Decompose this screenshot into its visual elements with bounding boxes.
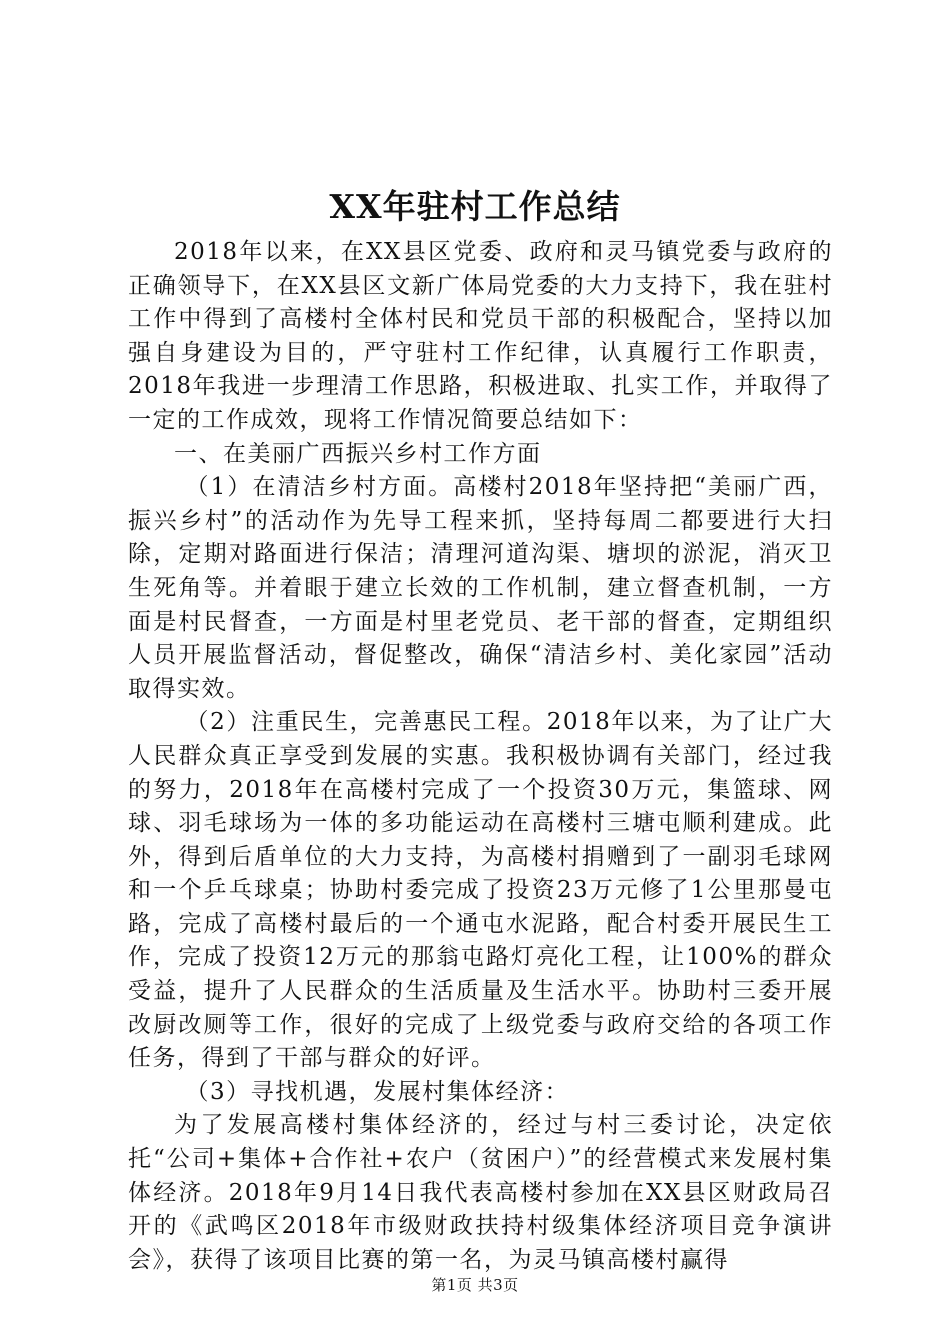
intro-paragraph: 2018年以来，在XX县区党委、政府和灵马镇党委与政府的正确领导下，在XX县区文新广体局党委的大力支持下，我在驻村工作中得到了高楼村全体村民和党员干部的积极配合，坚持以加强自身建设为目的，严守驻村工作纪律，认真履行工作职责，2018年我进一步理清工作思路，积极进取、扎实工作，并取得了一定的工作成效，现将工作情况简要总结如下：	[128, 239, 833, 433]
livelihood-paragraph: （2）注重民生，完善惠民工程。2018年以来，为了让广大人民群众真正享受到发展的实惠。我积极协调有关部门，经过我的努力，2018年在高楼村完成了一个投资30万元，集篮球、网球、羽毛球场为一体的多功能运动在高楼村三塘屯顺利建成。此外，得到后盾单位的大力支持，为高楼村捐赠到了一副羽毛球网和一个乒乓球桌；协助村委完成了投资23万元修了1公里那曼屯路，完成了高楼村最后的一个通屯水泥路，配合村委开展民生工作，完成了投资12万元的那翁屯路灯亮化工程，让100%的群众受益，提升了人民群众的生活质量及生活水平。协助村三委开展改厨改厕等工作，很好的完成了上级党委与政府交给的各项工作任务，得到了干部与群众的好评。	[128, 709, 833, 1072]
page-footer: 第1页 共3页	[431, 1276, 519, 1294]
economy-paragraph: 为了发展高楼村集体经济的，经过与村三委讨论，决定依托“公司+集体+合作社+农户（贫困户）”的经营模式来发展村集体经济。2018年9月14日我代表高楼村参加在XX县区财政局召开的《武鸣区2018年市级财政扶持村级集体经济项目竞争演讲会》，获得了该项目比赛的第一名，为灵马镇高楼村赢得	[128, 1112, 833, 1273]
clean-village-paragraph: （1）在清洁乡村方面。高楼村2018年坚持把“美丽广西，振兴乡村”的活动作为先导工程来抓，坚持每周二都要进行大扫除，定期对路面进行保洁；清理河道沟渠、塘坝的淤泥，消灭卫生死角等。并着眼于建立长效的工作机制，建立督查机制，一方面是村民督查，一方面是村里老党员、老干部的督查，定期组织人员开展监督活动，督促整改，确保“清洁乡村、美化家园”活动取得实效。	[128, 474, 833, 702]
document-title: XX年驻村工作总结	[329, 187, 621, 226]
economy-heading: （3）寻找机遇，发展村集体经济：	[185, 1078, 570, 1105]
document-body	[128, 236, 833, 1277]
section-heading: 一、在美丽广西振兴乡村工作方面	[174, 440, 542, 467]
